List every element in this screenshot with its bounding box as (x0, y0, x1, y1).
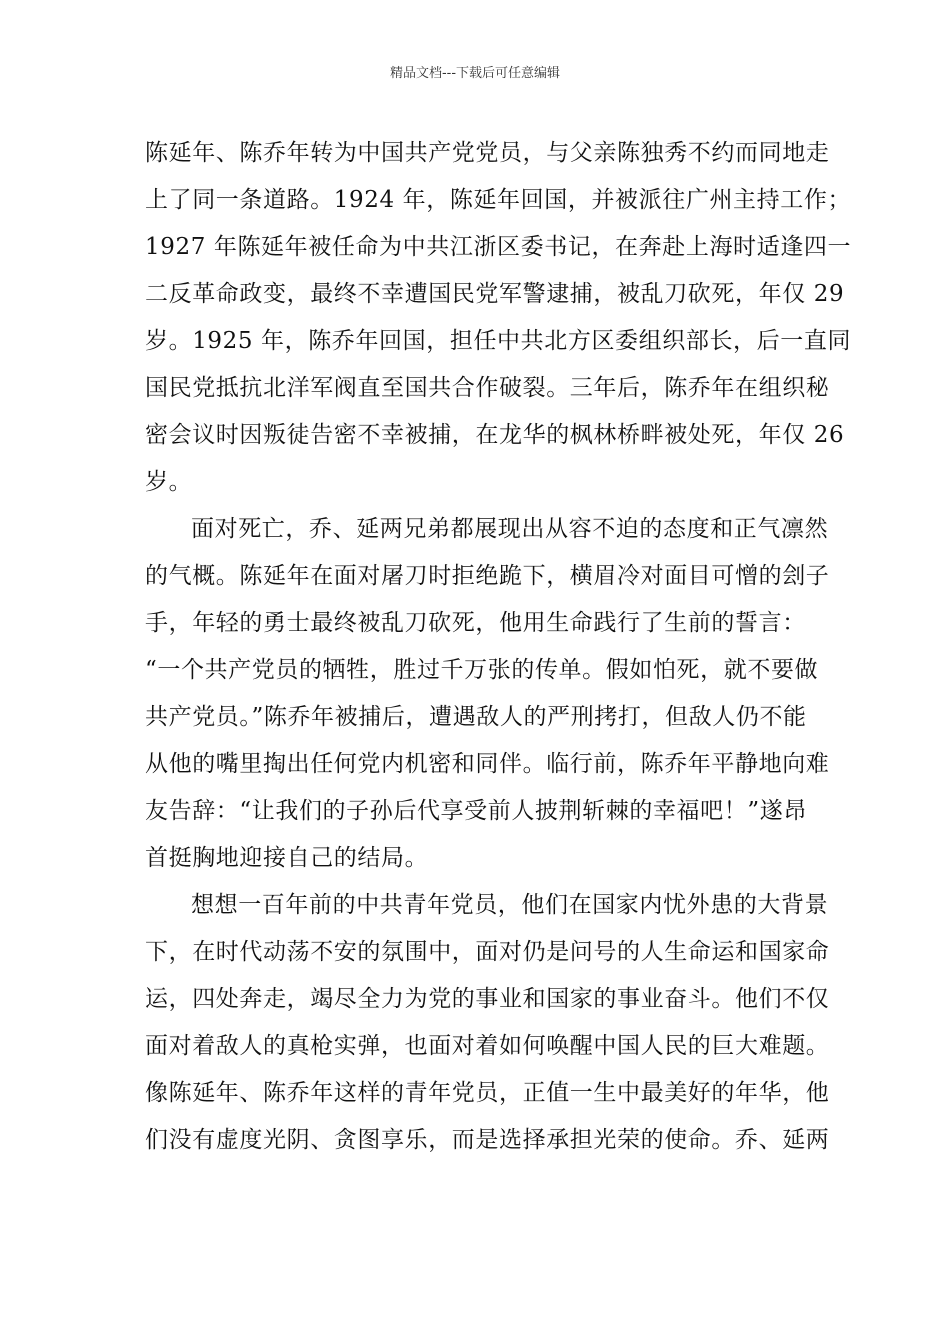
text-line: 运，四处奔走，竭尽全力为党的事业和国家的事业奋斗。他们不仅 (145, 986, 830, 1012)
text-line: 手，年轻的勇士最终被乱刀砍死，他用生命践行了生前的誓言： (145, 610, 806, 636)
text-line: 岁。 (145, 469, 193, 495)
text-line: “一个共产党员的牺牲，胜过千万张的传单。假如怕死，就不要做 (145, 657, 819, 683)
text-line: 首挺胸地迎接自己的结局。 (145, 845, 429, 871)
text-line: 陈延年、陈乔年转为中国共产党党员，与父亲陈独秀不约而同地走 (145, 140, 830, 166)
text-line: 面对死亡，乔、延两兄弟都展现出从容不迫的态度和正气凛然 (191, 516, 829, 542)
paragraph (145, 130, 852, 506)
text-line: 国民党抵抗北洋军阀直至国共合作破裂。三年后，陈乔年在组织秘 (145, 375, 830, 401)
text-line: 上了同一条道路。1924 年，陈延年回国，并被派往广州主持工作； (145, 187, 852, 213)
text-line: 像陈延年、陈乔年这样的青年党员，正值一生中最美好的年华，他 (145, 1080, 830, 1106)
text-line: 密会议时因叛徒告密不幸被捕，在龙华的枫林桥畔被处死，年仅 26 (145, 422, 845, 448)
text-line: 岁。1925 年，陈乔年回国，担任中共北方区委组织部长，后一直同 (145, 328, 852, 354)
text-line: 从他的嘴里掏出任何党内机密和同伴。临行前，陈乔年平静地向难 (145, 751, 830, 777)
paragraph (145, 506, 830, 882)
text-line: 二反革命政变，最终不幸遭国民党军警逮捕，被乱刀砍死，年仅 29 (145, 281, 845, 307)
text-line: 们没有虚度光阴、贪图享乐，而是选择承担光荣的使命。乔、延两 (145, 1127, 830, 1153)
text-line: 的气概。陈延年在面对屠刀时拒绝跪下，横眉冷对面目可憎的刽子 (145, 563, 830, 589)
document-body (145, 130, 852, 1164)
paragraph (145, 882, 830, 1164)
text-line: 想想一百年前的中共青年党员，他们在国家内忧外患的大背景 (191, 892, 829, 918)
text-line: 1927 年陈延年被任命为中共江浙区委书记，在奔赴上海时适逢四一 (145, 234, 852, 260)
text-line: 下，在时代动荡不安的氛围中，面对仍是问号的人生命运和国家命 (145, 939, 830, 965)
text-line: 友告辞：“让我们的子孙后代享受前人披荆斩棘的幸福吧！”遂昂 (145, 798, 807, 824)
text-line: 共产党员。”陈乔年被捕后，遭遇敌人的严刑拷打，但敌人仍不能 (145, 704, 807, 730)
page-header: 精品文档---下载后可任意编辑 (389, 66, 561, 81)
text-line: 面对着敌人的真枪实弹，也面对着如何唤醒中国人民的巨大难题。 (145, 1033, 830, 1059)
